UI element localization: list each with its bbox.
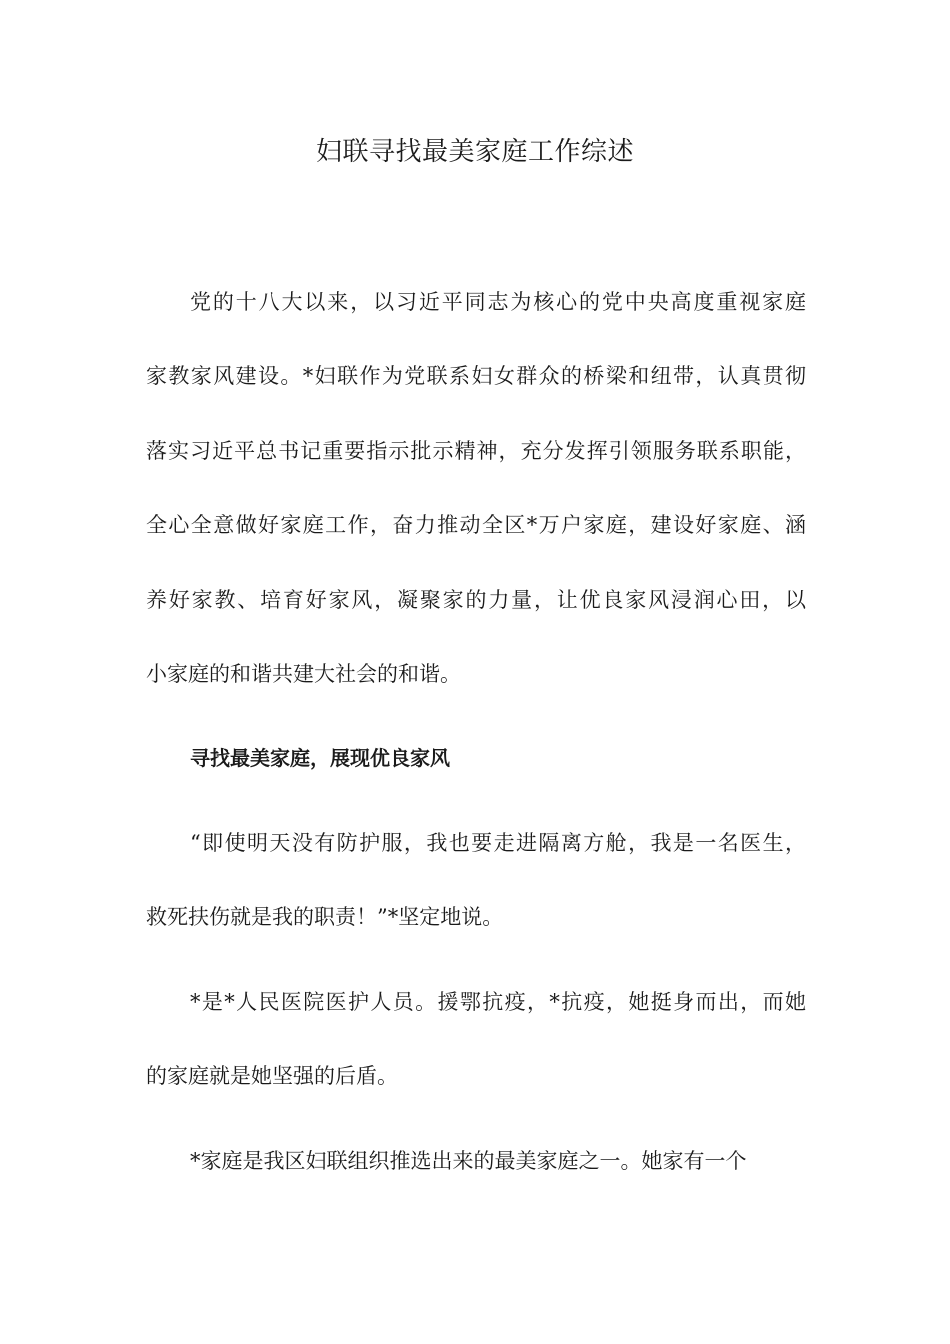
paragraph-line: *家庭是我区妇联组织推选出来的最美家庭之一。她家有一个: [190, 1149, 747, 1173]
paragraph-line: 家教家风建设。*妇联作为党联系妇女群众的桥梁和纽带，认真贯彻: [146, 364, 806, 388]
section-heading: 寻找最美家庭，展现优良家风: [190, 746, 450, 770]
paragraph-line: 落实习近平总书记重要指示批示精神，充分发挥引领服务联系职能，: [146, 439, 806, 463]
paragraph-line: 党的十八大以来，以习近平同志为核心的党中央高度重视家庭: [190, 290, 806, 314]
paragraph-line: 小家庭的和谐共建大社会的和谐。: [146, 662, 461, 686]
document-title: 妇联寻找最美家庭工作综述: [315, 137, 634, 167]
paragraph-line: 的家庭就是她坚强的后盾。: [146, 1064, 398, 1088]
paragraph-line: 救死扶伤就是我的职责！”*坚定地说。: [146, 905, 504, 929]
paragraph-line: 全心全意做好家庭工作，奋力推动全区*万户家庭，建设好家庭、涵: [146, 513, 806, 537]
paragraph-line: 养好家教、培育好家风，凝聚家的力量，让优良家风浸润心田，以: [146, 588, 806, 612]
paragraph-line: “即使明天没有防护服，我也要走进隔离方舱，我是一名医生，: [190, 831, 806, 855]
paragraph-line: *是*人民医院医护人员。援鄂抗疫，*抗疫，她挺身而出，而她: [190, 990, 806, 1014]
